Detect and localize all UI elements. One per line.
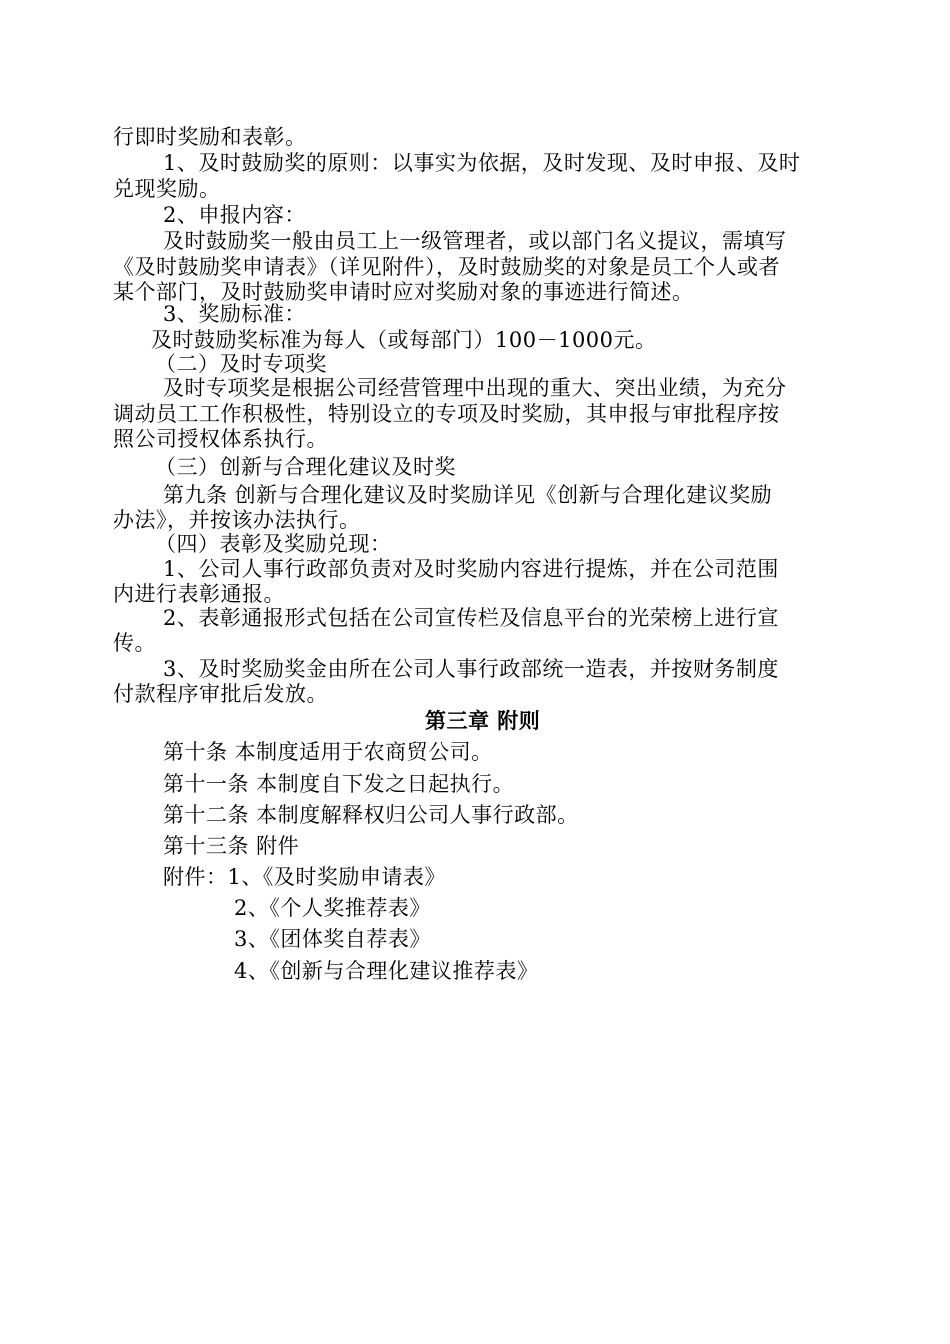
body-line: 付款程序审批后发放。 — [113, 682, 328, 706]
body-line: 3、及时奖励奖金由所在公司人事行政部统一造表，并按财务制度 — [163, 657, 779, 681]
article-line: 第十三条 附件 — [163, 834, 300, 858]
body-line: 及时鼓励奖标准为每人（或每部门）100－1000元。 — [151, 328, 657, 352]
attachment-line: 4、《创新与合理化建议推荐表》 — [234, 959, 539, 983]
body-line: 兑现奖励。 — [113, 177, 221, 201]
body-line: 传。 — [113, 631, 156, 655]
section-heading: （四）表彰及奖励兑现： — [155, 532, 392, 556]
body-line: 某个部门，及时鼓励奖申请时应对奖励对象的事迹进行简述。 — [113, 280, 694, 304]
body-line: 2、申报内容： — [163, 203, 306, 227]
body-line: 2、表彰通报形式包括在公司宣传栏及信息平台的光荣榜上进行宣 — [163, 606, 779, 630]
body-line: 1、公司人事行政部负责对及时奖励内容进行提炼，并在公司范围 — [163, 557, 779, 581]
body-line: 办法》，并按该办法执行。 — [113, 508, 361, 532]
body-line: 第九条 创新与合理化建议及时奖励详见《创新与合理化建议奖励 — [163, 483, 773, 507]
body-line: 3、奖励标准： — [163, 302, 306, 326]
body-line: 及时鼓励奖一般由员工上一级管理者，或以部门名义提议，需填写 — [163, 229, 787, 253]
article-line: 第十一条 本制度自下发之日起执行。 — [163, 772, 515, 796]
body-line: 及时专项奖是根据公司经营管理中出现的重大、突出业绩，为充分 — [163, 376, 787, 400]
article-line: 第十二条 本制度解释权归公司人事行政部。 — [163, 803, 579, 827]
attachment-line: 附件：1、《及时奖励申请表》 — [163, 865, 446, 889]
section-heading: （三）创新与合理化建议及时奖 — [155, 455, 456, 479]
body-line: 照公司授权体系执行。 — [113, 427, 328, 451]
body-line: 调动员工工作积极性，特别设立的专项及时奖励，其申报与审批程序按 — [113, 402, 780, 426]
chapter-title: 第三章 附则 — [425, 709, 541, 733]
attachment-line: 3、《团体奖自荐表》 — [234, 927, 431, 951]
article-line: 第十条 本制度适用于农商贸公司。 — [163, 740, 493, 764]
section-heading: （二）及时专项奖 — [155, 352, 327, 376]
body-line: 1、及时鼓励奖的原则：以事实为依据，及时发现、及时申报、及时 — [163, 151, 801, 175]
body-line: 内进行表彰通报。 — [113, 582, 285, 606]
body-line: 行即时奖励和表彰。 — [113, 125, 307, 149]
attachment-line: 2、《个人奖推荐表》 — [234, 896, 431, 920]
body-line: 《及时鼓励奖申请表》（详见附件），及时鼓励奖的对象是员工个人或者 — [113, 255, 780, 279]
